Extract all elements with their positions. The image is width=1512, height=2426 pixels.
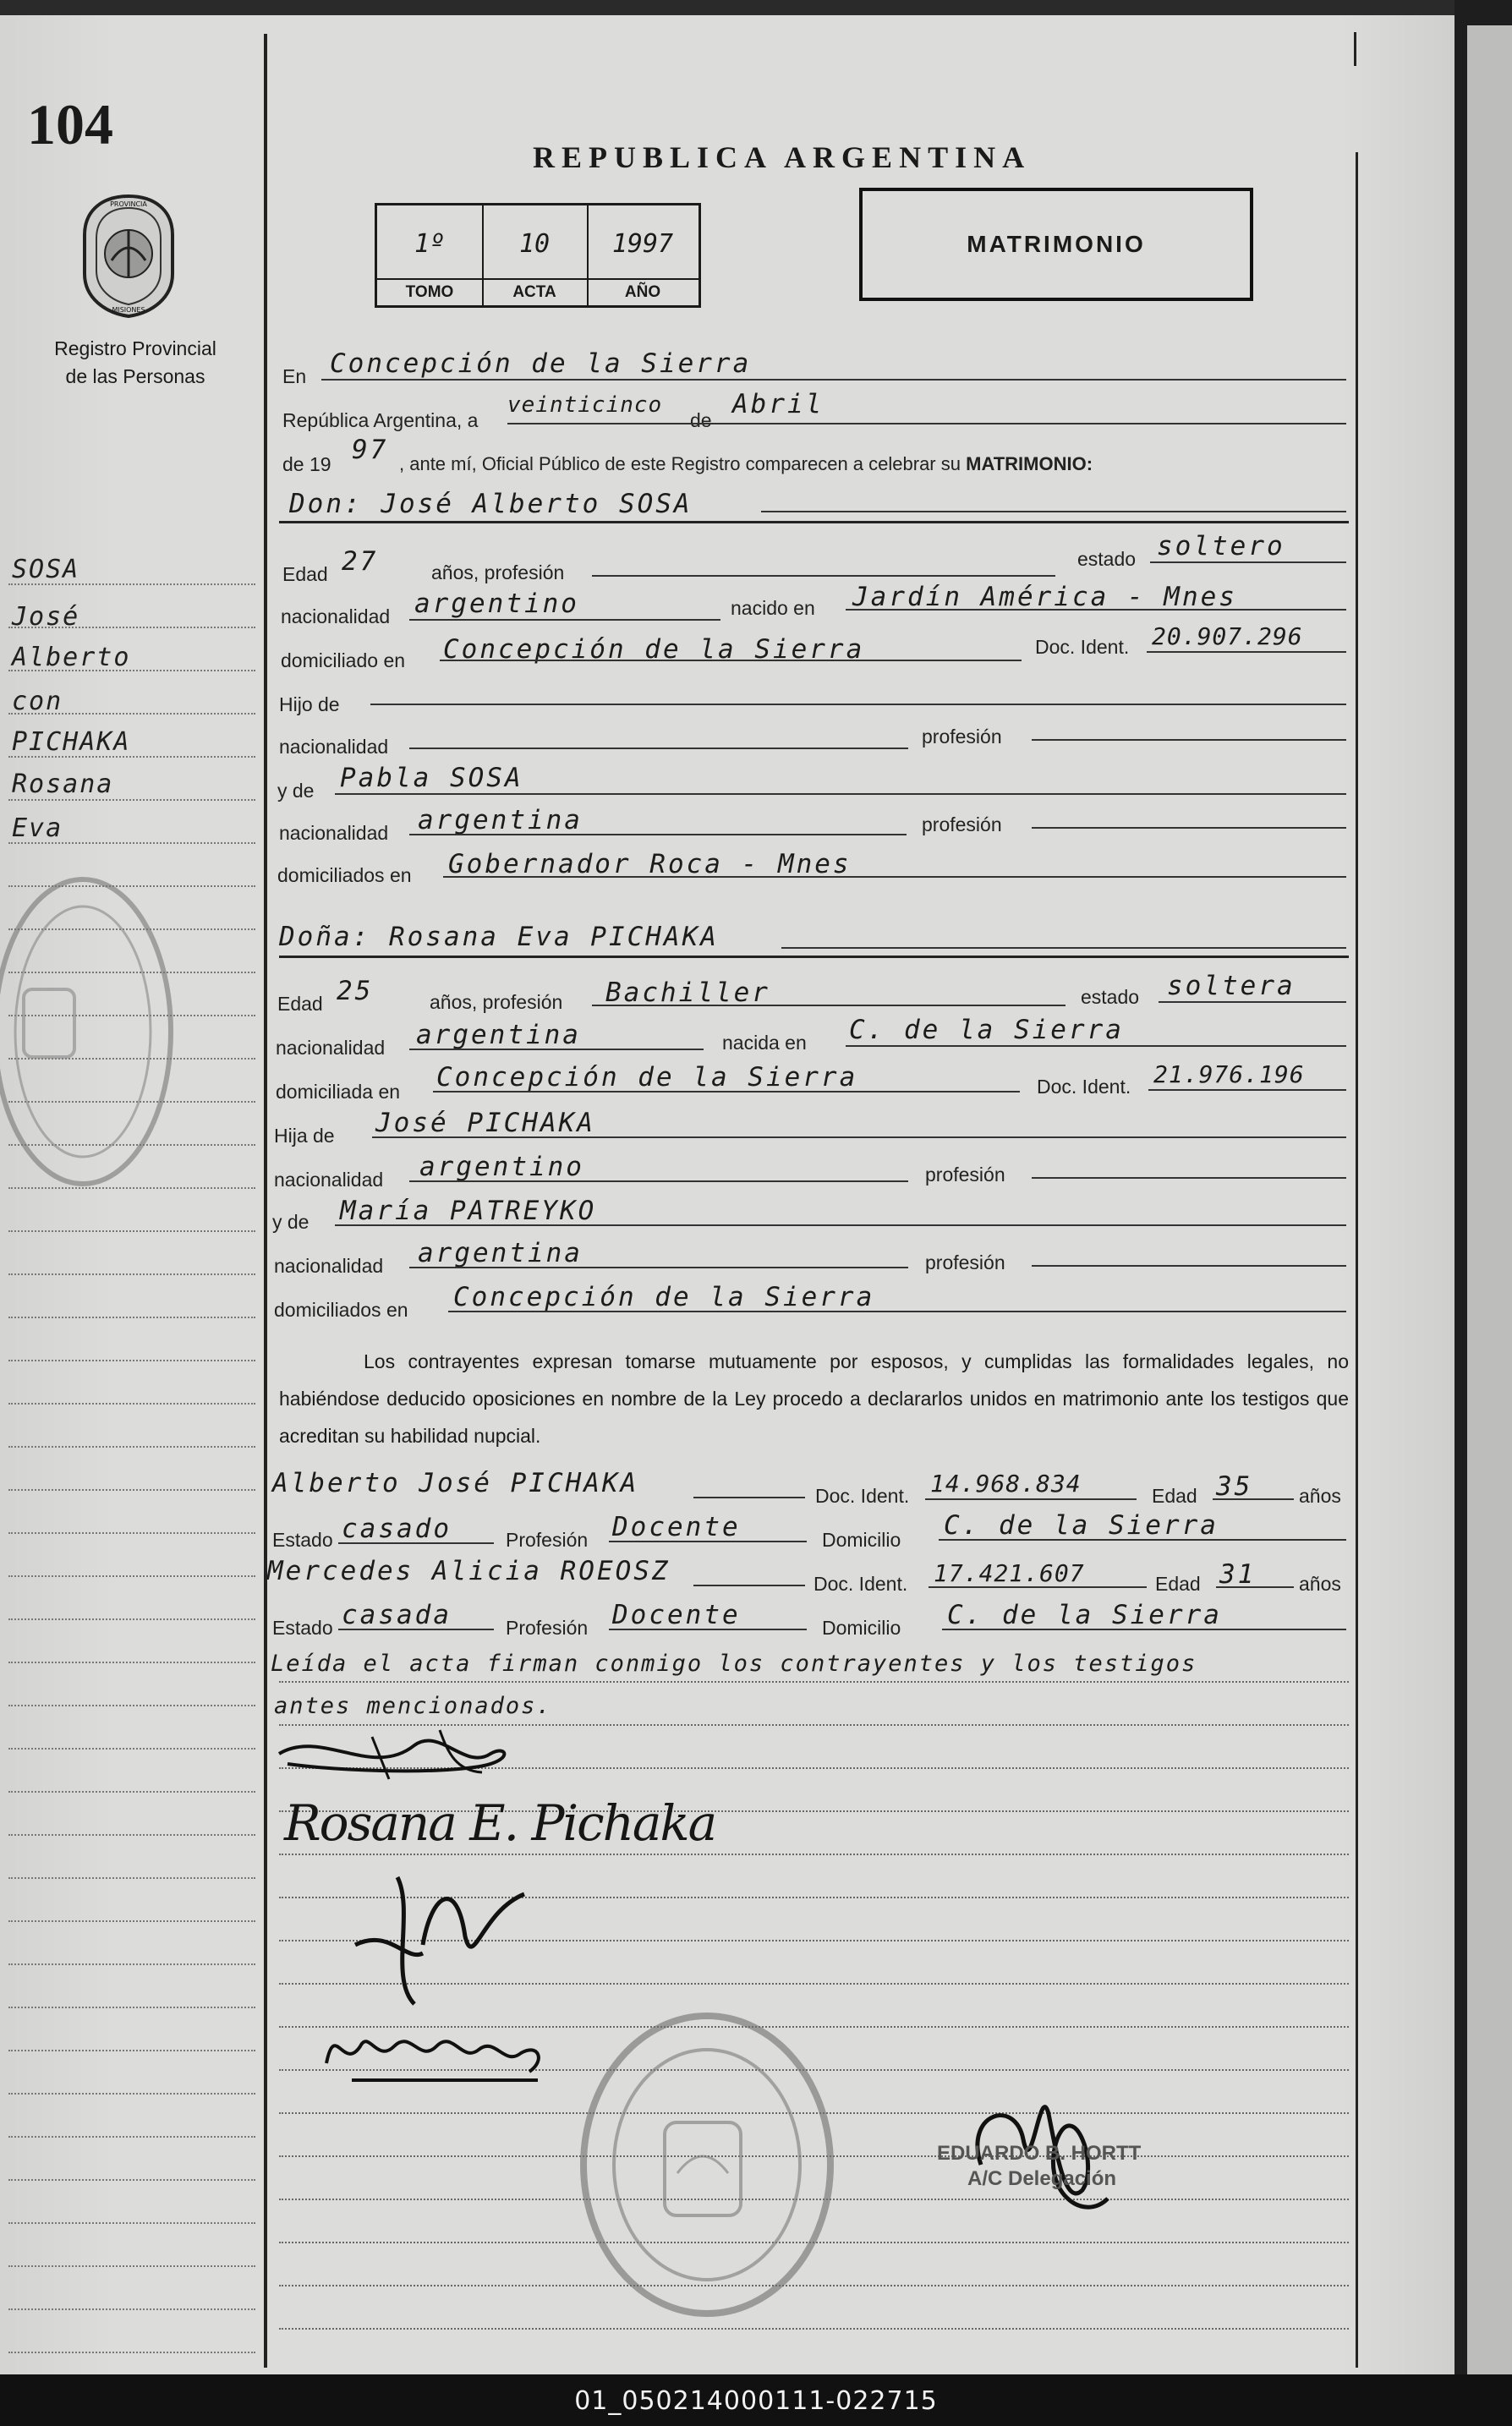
bride-domiciliada-label: domiciliada en [276, 1081, 401, 1103]
groom-parents-address: Gobernador Roca - Mnes [448, 849, 852, 879]
margin-name-1: SOSA [12, 555, 80, 584]
intro-statement [399, 453, 1093, 475]
bride-nacida-label: nacida en [722, 1032, 807, 1054]
groom-father-nac-label: nacionalidad [279, 736, 389, 758]
groom-domiciliado-label: domiciliado en [281, 649, 406, 671]
bride-nationality-line [409, 1049, 704, 1050]
bride-father-nac-label: nacionalidad [274, 1169, 384, 1191]
margin-ruled-line [8, 2007, 255, 2008]
groom-mother-nationality: argentina [418, 805, 583, 835]
witness2-address: C. de la Sierra [947, 1600, 1222, 1630]
witness2-estado-label: Estado [272, 1617, 333, 1639]
year-prefix: de 19 [282, 453, 331, 475]
bride-father-nationality: argentino [419, 1152, 584, 1182]
acta-cell [482, 205, 589, 305]
margin-ruled-line [8, 2265, 255, 2267]
bride-mother-line [335, 1224, 1346, 1226]
margin-ruled-line [8, 1403, 255, 1405]
groom-nacionalidad-label: nacionalidad [281, 605, 391, 627]
witness2-age: 31 [1219, 1559, 1257, 1590]
groom-doc: 20.907.296 [1152, 622, 1303, 650]
official-stamp [937, 2141, 1141, 2192]
groom-father-prof-line [1032, 739, 1346, 741]
witness2-status-line [338, 1629, 494, 1630]
margin-ruled-line [8, 1489, 255, 1491]
bride-status-line [1159, 1001, 1346, 1003]
groom-birthplace-line [846, 609, 1346, 611]
margin-ruled-line [8, 2179, 255, 2181]
ceremony-year: 97 [352, 435, 389, 465]
misiones-seal-icon [78, 193, 179, 318]
witness2-domicilio-label: Domicilio [822, 1617, 901, 1639]
groom-edad-label: Edad [282, 563, 328, 585]
groom-yde-label: y de [277, 780, 315, 802]
bride-mother-prof-line [1032, 1265, 1346, 1267]
groom-parents-address-line [443, 876, 1346, 878]
republica-label: República Argentina, a [282, 409, 479, 431]
witness2-name-line [693, 1585, 805, 1586]
top-right-tick [1354, 32, 1356, 66]
closing-line-2: antes mencionados. [274, 1693, 552, 1719]
margin-ruled-line [8, 1618, 255, 1620]
witness1-address-line [939, 1539, 1346, 1541]
bride-hija-label: Hija de [274, 1125, 335, 1147]
margin-ruled-line [8, 1360, 255, 1361]
witness2-age-line [1216, 1586, 1294, 1588]
bride-mother: María PATREYKO [340, 1196, 597, 1226]
margin-ruled-line [8, 799, 255, 801]
registry-stamp-margin-icon [0, 863, 191, 1201]
bride-doc-line [1148, 1089, 1346, 1091]
registry-name [25, 335, 245, 391]
groom-mother-prof-label: profesión [922, 813, 1002, 835]
margin-ruled-line [8, 1791, 255, 1793]
witness2-name: Mercedes Alicia ROEOSZ [267, 1556, 671, 1586]
margin-ruled-line [8, 2050, 255, 2051]
bride-father-prof-label: profesión [925, 1164, 1005, 1186]
witness2-profesion-label: Profesión [506, 1617, 589, 1639]
margin-ruled-line [8, 2222, 255, 2224]
margin-ruled-line [8, 2308, 255, 2310]
margin-name-7: Eva [12, 813, 63, 843]
groom-separator [279, 521, 1349, 523]
margin-ruled-line [8, 1705, 255, 1706]
intro-statement-b: MATRIMONIO: [966, 453, 1093, 474]
groom-doc-line [1147, 651, 1346, 653]
margin-ruled-line [8, 1748, 255, 1750]
bride-birthplace: C. de la Sierra [849, 1015, 1124, 1045]
seal-caption-bottom: MISIONES [112, 306, 145, 314]
declaration-paragraph: Los contrayentes expresan tomarse mutuamente por esposos, y cumplidas las formalidades legales, no habiéndose deducido oposiciones en nombre de la Ley procedo a declararlos unidos en matrimonio ante los testigos que acreditan su habilidad nupcial. [279, 1350, 1349, 1447]
groom-nacido-label: nacido en [731, 597, 815, 619]
right-border [1356, 152, 1358, 2368]
groom-nationality-line [409, 619, 720, 621]
groom-mother: Pabla SOSA [340, 763, 523, 793]
registry-reference-box [375, 203, 701, 308]
acta-label: ACTA [482, 278, 587, 305]
witness2-doc: 17.421.607 [934, 1559, 1085, 1587]
bride-address-line [433, 1091, 1020, 1093]
margin-ruled-line [8, 1532, 255, 1534]
scan-id-code: 01_050214000111-022715 [574, 2386, 938, 2416]
margin-name-3: Alberto [12, 643, 131, 672]
witness1-address: C. de la Sierra [944, 1510, 1219, 1541]
witness1-anos-label: años [1299, 1485, 1341, 1507]
groom-age: 27 [342, 546, 379, 577]
witness1-profession-line [609, 1541, 807, 1542]
bride-name: Doña: Rosana Eva PICHAKA [279, 922, 719, 952]
groom-profesion-label: años, profesión [431, 561, 565, 583]
groom-address-line [440, 660, 1022, 661]
groom-doc-label: Doc. Ident. [1035, 636, 1130, 658]
bride-mother-prof-label: profesión [925, 1251, 1005, 1273]
body-ruled-line [279, 2328, 1349, 2330]
date-line [507, 423, 1346, 424]
groom-father-nac-line [409, 748, 908, 749]
margin-ruled-line [8, 2093, 255, 2095]
margin-divider [264, 34, 267, 2368]
bride-father: José PICHAKA [375, 1108, 595, 1138]
ceremony-month: Abril [732, 389, 824, 419]
bride-civil-status: soltera [1167, 971, 1296, 1001]
margin-ruled-line [8, 1575, 255, 1577]
bride-edad-label: Edad [277, 993, 323, 1015]
bride-mother-nationality: argentina [418, 1238, 583, 1268]
bride-father-prof-line [1032, 1177, 1346, 1179]
witness2-address-line [942, 1629, 1346, 1630]
bride-signature: Rosana E. Pichaka [284, 1794, 716, 1852]
groom-hijo-label: Hijo de [279, 693, 340, 715]
groom-mother-nac-label: nacionalidad [279, 822, 389, 844]
place-line [321, 379, 1346, 381]
page-number: 104 [27, 92, 113, 156]
bride-nationality: argentina [416, 1020, 581, 1050]
anio-cell [587, 205, 698, 305]
bride-parents-address-line [448, 1311, 1346, 1312]
margin-ruled-line [8, 1446, 255, 1448]
witness1-age-line [1213, 1498, 1294, 1500]
closing-line-1: Leída el acta firman conmigo los contrayentes y los testigos [271, 1651, 1197, 1677]
tomo-cell [377, 205, 484, 305]
body-ruled-line [279, 1681, 1349, 1683]
witness1-age: 35 [1216, 1471, 1253, 1502]
witness1-name: Alberto José PICHAKA [272, 1468, 639, 1498]
margin-ruled-line [8, 2136, 255, 2138]
groom-status-line [1150, 561, 1346, 563]
groom-profession-line [592, 575, 1055, 577]
witness2-doc-label: Doc. Ident. [814, 1573, 908, 1595]
bride-birthplace-line [846, 1045, 1346, 1047]
official-name: EDUARDO B. HORTT [937, 2142, 1142, 2165]
bride-separator [279, 956, 1349, 958]
bride-father-nac-line [409, 1180, 908, 1182]
de-label: de [690, 409, 712, 431]
witness2-profession-line [609, 1629, 807, 1630]
margin-name-2: José [12, 602, 80, 632]
groom-signature [271, 1720, 524, 1788]
margin-ruled-line [8, 1317, 255, 1318]
witness1-profession: Docente [612, 1512, 741, 1542]
margin-name-5: PICHAKA [12, 727, 131, 757]
registry-stamp-icon [572, 2004, 842, 2325]
margin-name-6: Rosana [12, 769, 114, 799]
official-signature-scrawl [338, 1843, 558, 2013]
margin-ruled-line [8, 1230, 255, 1232]
registry-line-1: Registro Provincial [54, 337, 216, 359]
margin-ruled-line [8, 1273, 255, 1275]
margin-ruled-line [8, 1662, 255, 1663]
witness1-doc-line [925, 1498, 1137, 1500]
tomo-label: TOMO [377, 278, 482, 305]
witness2-civil-status: casada [342, 1600, 452, 1630]
groom-name-line [761, 511, 1346, 512]
witness2-profession: Docente [612, 1600, 741, 1630]
bride-profession-line [592, 1005, 1066, 1006]
witness1-edad-label: Edad [1152, 1485, 1197, 1507]
witness1-doc: 14.968.834 [930, 1470, 1082, 1498]
groom-name: Don: José Alberto SOSA [289, 489, 693, 519]
bride-father-line [372, 1136, 1346, 1138]
seal-caption-top: PROVINCIA [110, 200, 147, 208]
en-label: En [282, 365, 307, 387]
margin-ruled-line [8, 1834, 255, 1836]
ceremony-place: Concepción de la Sierra [330, 348, 752, 379]
witness2-doc-line [929, 1586, 1147, 1588]
margin-ruled-line [8, 1920, 255, 1922]
groom-mother-prof-line [1032, 827, 1346, 829]
bride-mother-nac-line [409, 1267, 908, 1268]
margin-ruled-line [8, 1963, 255, 1965]
bride-mother-nac-label: nacionalidad [274, 1255, 384, 1277]
witness1-domicilio-label: Domicilio [822, 1529, 901, 1551]
bride-profession: Bachiller [605, 978, 770, 1008]
groom-father-prof-label: profesión [922, 726, 1002, 748]
bride-name-line [781, 947, 1346, 949]
tomo-value: 1º [414, 229, 446, 259]
bride-age: 25 [337, 976, 374, 1006]
official-role: A/C Delegación [967, 2167, 1117, 2190]
margin-name-4: con [12, 687, 63, 716]
bride-profesion-label: años, profesión [430, 991, 563, 1013]
adjacent-page-edge [1467, 25, 1512, 2376]
registry-line-2: de las Personas [65, 365, 205, 387]
groom-mother-nac-line [409, 834, 907, 835]
witness1-doc-label: Doc. Ident. [815, 1485, 910, 1507]
bride-yde-label: y de [272, 1211, 310, 1233]
bride-nacionalidad-label: nacionalidad [276, 1037, 386, 1059]
witness1-profesion-label: Profesión [506, 1529, 589, 1551]
witness2-anos-label: años [1299, 1573, 1341, 1595]
intro-statement-a: , ante mí, Oficial Público de este Registro comparecen a celebrar su [399, 453, 961, 474]
margin-ruled-line [8, 2352, 255, 2353]
act-type-box: MATRIMONIO [859, 188, 1253, 301]
margin-ruled-line [8, 1877, 255, 1879]
groom-birthplace: Jardín América - Mnes [852, 582, 1237, 612]
anio-value: 1997 [611, 229, 674, 259]
witness-signature [318, 2013, 555, 2089]
groom-father-line [370, 704, 1346, 705]
groom-mother-line [335, 793, 1346, 795]
bride-doc: 21.976.196 [1153, 1060, 1305, 1088]
bride-doc-label: Doc. Ident. [1037, 1076, 1131, 1098]
bride-parents-address: Concepción de la Sierra [453, 1282, 875, 1312]
groom-parents-dom-label: domiciliados en [277, 864, 412, 886]
witness1-status-line [338, 1542, 494, 1544]
acta-value: 10 [518, 229, 551, 259]
ceremony-day: veinticinco [507, 392, 663, 418]
groom-nationality: argentino [414, 589, 579, 619]
bride-estado-label: estado [1081, 986, 1140, 1008]
groom-civil-status: soltero [1157, 531, 1285, 561]
document-title: REPUBLICA ARGENTINA [533, 140, 1032, 174]
bride-parents-dom-label: domiciliados en [274, 1299, 408, 1321]
witness1-name-line [693, 1497, 805, 1498]
witness1-civil-status: casado [342, 1514, 452, 1544]
bride-address: Concepción de la Sierra [436, 1062, 858, 1093]
witness1-estado-label: Estado [272, 1529, 333, 1551]
witness2-edad-label: Edad [1155, 1573, 1201, 1595]
groom-estado-label: estado [1077, 548, 1137, 570]
groom-address: Concepción de la Sierra [443, 634, 865, 665]
anio-label: AÑO [587, 278, 698, 305]
